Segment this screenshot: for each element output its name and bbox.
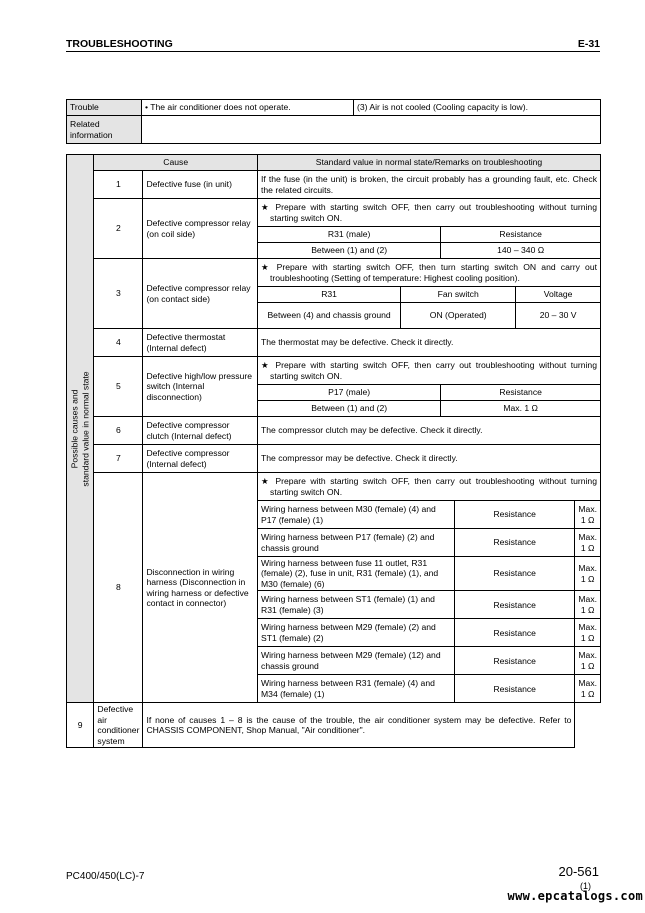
cause-text: Defective compressor (Internal defect) bbox=[143, 445, 258, 473]
page-revision: (1) bbox=[580, 881, 591, 891]
trouble-summary-table bbox=[66, 99, 601, 144]
remark-text: If none of causes 1 – 8 is the cause of the trouble, the air conditioner system may be defective. Refer to CHASSIS COMPONENT, Shop Manual, "Air conditioner". bbox=[143, 703, 575, 748]
cause-row bbox=[67, 445, 601, 473]
remark-text: The compressor may be defective. Check it directly. bbox=[258, 445, 601, 473]
harness-value: Max. 1 Ω bbox=[575, 591, 601, 619]
related-info-label: Related information bbox=[67, 116, 142, 144]
cause-number: 5 bbox=[94, 357, 143, 417]
harness-measure: Resistance bbox=[455, 647, 575, 675]
page-code: E-31 bbox=[577, 38, 600, 50]
cause-row bbox=[67, 199, 601, 227]
harness-measure: Resistance bbox=[455, 619, 575, 647]
harness-desc: Wiring harness between fuse 11 outlet, R31 (female) (2), fuse in unit, R31 (female) (1), and M30 (female) (6) bbox=[258, 557, 455, 591]
cause-text: Defective thermostat (Internal defect) bbox=[143, 329, 258, 357]
check-point: Between (4) and chassis ground bbox=[258, 303, 401, 329]
cause-number: 8 bbox=[94, 473, 143, 703]
check-value: Max. 1 Ω bbox=[441, 401, 601, 417]
prep-note: ★ Prepare with starting switch OFF, then carry out troubleshooting without turning starting switch ON. bbox=[261, 360, 597, 381]
cause-row bbox=[67, 329, 601, 357]
harness-measure: Resistance bbox=[455, 675, 575, 703]
model-number: PC400/450(LC)-7 bbox=[66, 871, 145, 882]
watermark-url: www.epcatalogs.com bbox=[507, 889, 643, 903]
cause-text: Disconnection in wiring harness (Disconnection in wiring harness or defective contact in connector) bbox=[143, 473, 258, 703]
remark-text: If the fuse (in the unit) is broken, the circuit probably has a grounding fault, etc. Check the related circuits. bbox=[258, 171, 601, 199]
page-number: 20-561 bbox=[558, 864, 599, 879]
section-title: TROUBLESHOOTING bbox=[66, 38, 173, 50]
check-header-measure: Voltage bbox=[516, 287, 601, 303]
harness-value: Max. 1 Ω bbox=[575, 647, 601, 675]
cause-number: 3 bbox=[94, 259, 143, 329]
harness-measure: Resistance bbox=[455, 557, 575, 591]
switch-state: ON (Operated) bbox=[401, 303, 516, 329]
header-rule bbox=[66, 51, 600, 52]
harness-value: Max. 1 Ω bbox=[575, 501, 601, 529]
troubleshooting-table bbox=[66, 154, 601, 748]
trouble-code: (3) Air is not cooled (Cooling capacity is low). bbox=[354, 100, 601, 116]
harness-desc: Wiring harness between M30 (female) (4) and P17 (female) (1) bbox=[258, 501, 455, 529]
cause-row bbox=[67, 259, 601, 287]
cause-row bbox=[67, 171, 601, 199]
trouble-text: • The air conditioner does not operate. bbox=[142, 100, 354, 116]
column-header-standard: Standard value in normal state/Remarks on troubleshooting bbox=[258, 155, 601, 171]
check-header-connector: P17 (male) bbox=[258, 385, 441, 401]
cause-number: 4 bbox=[94, 329, 143, 357]
cause-text: Defective compressor relay (on contact side) bbox=[143, 259, 258, 329]
check-header-connector: R31 (male) bbox=[258, 227, 441, 243]
prep-note: ★ Prepare with starting switch OFF, then carry out troubleshooting without turning starting switch ON. bbox=[261, 476, 597, 497]
cause-row bbox=[67, 357, 601, 385]
cause-text: Defective compressor relay (on coil side) bbox=[143, 199, 258, 259]
check-value: 140 – 340 Ω bbox=[441, 243, 601, 259]
check-header-connector: R31 bbox=[258, 287, 401, 303]
check-value: 20 – 30 V bbox=[516, 303, 601, 329]
trouble-label: Trouble bbox=[67, 100, 142, 116]
harness-desc: Wiring harness between M29 (female) (12) and chassis ground bbox=[258, 647, 455, 675]
cause-number: 6 bbox=[94, 417, 143, 445]
cause-text: Defective air conditioner system bbox=[94, 703, 143, 748]
harness-desc: Wiring harness between M29 (female) (2) and ST1 (female) (2) bbox=[258, 619, 455, 647]
harness-desc: Wiring harness between R31 (female) (4) and M34 (female) (1) bbox=[258, 675, 455, 703]
harness-value: Max. 1 Ω bbox=[575, 529, 601, 557]
harness-desc: Wiring harness between ST1 (female) (1) and R31 (female) (3) bbox=[258, 591, 455, 619]
remark-text: The thermostat may be defective. Check it directly. bbox=[258, 329, 601, 357]
harness-measure: Resistance bbox=[455, 591, 575, 619]
check-header-switch: Fan switch bbox=[401, 287, 516, 303]
column-header-cause: Cause bbox=[94, 155, 258, 171]
cause-text: Defective compressor clutch (Internal defect) bbox=[143, 417, 258, 445]
harness-desc: Wiring harness between P17 (female) (2) and chassis ground bbox=[258, 529, 455, 557]
side-label-line1: Possible causes and bbox=[69, 389, 80, 469]
prep-note: ★ Prepare with starting switch OFF, then carry out troubleshooting without turning starting switch ON. bbox=[261, 202, 597, 223]
side-label-line2: standard value in normal state bbox=[80, 371, 91, 487]
cause-number: 9 bbox=[67, 703, 94, 748]
related-info-text bbox=[142, 116, 601, 144]
harness-measure: Resistance bbox=[455, 529, 575, 557]
cause-row bbox=[67, 473, 601, 501]
cause-row bbox=[67, 417, 601, 445]
cause-row bbox=[67, 703, 601, 748]
side-label bbox=[67, 155, 94, 703]
harness-measure: Resistance bbox=[455, 501, 575, 529]
cause-number: 2 bbox=[94, 199, 143, 259]
check-point: Between (1) and (2) bbox=[258, 243, 441, 259]
check-point: Between (1) and (2) bbox=[258, 401, 441, 417]
cause-text: Defective high/low pressure switch (Internal disconnection) bbox=[143, 357, 258, 417]
check-header-measure: Resistance bbox=[441, 227, 601, 243]
harness-value: Max. 1 Ω bbox=[575, 675, 601, 703]
harness-value: Max. 1 Ω bbox=[575, 619, 601, 647]
check-header-measure: Resistance bbox=[441, 385, 601, 401]
cause-number: 1 bbox=[94, 171, 143, 199]
cause-number: 7 bbox=[94, 445, 143, 473]
cause-text: Defective fuse (in unit) bbox=[143, 171, 258, 199]
prep-note: ★ Prepare with starting switch OFF, then turn starting switch ON and carry out troubleshooting (Setting of temperature: Highest cooling position). bbox=[261, 262, 597, 283]
remark-text: The compressor clutch may be defective. Check it directly. bbox=[258, 417, 601, 445]
harness-value: Max. 1 Ω bbox=[575, 557, 601, 591]
